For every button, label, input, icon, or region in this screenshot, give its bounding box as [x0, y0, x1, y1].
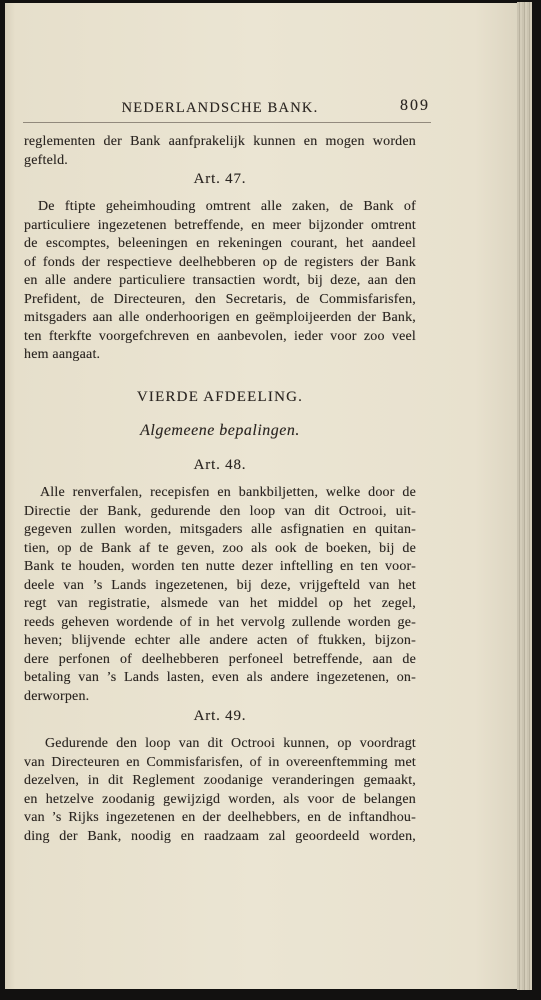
text-line: en alle andere particuliere transactien wordt, bij deze, aan den [24, 273, 416, 289]
text-line: mitsgaders aan alle onderhoorigen en geëmploijeerden der Bank, [24, 310, 416, 326]
text-line: deele van ’s Lands ingezetenen, bij deze, vrijgefteld van het [24, 577, 416, 593]
text-line: betaling van ’s Lands lasten, even als andere ingezetenen, on- [24, 670, 416, 686]
text-line: heven; blijvende echter alle andere acten of ftukken, bijzon- [24, 633, 416, 649]
text-line: van Directeuren en Commisfarisfen, of in overeenftemming met [24, 754, 416, 770]
text-line: gefteld. [24, 152, 68, 168]
text-line: ding der Bank, noodig en raadzaam zal geoordeeld worden, [24, 828, 416, 844]
article-49-paragraph [24, 735, 416, 846]
text-line: de escomptes, beleeningen en rekeningen courant, het aandeel [24, 236, 416, 252]
text-line: De ftipte geheimhouding omtrent alle zaken, de Bank of [38, 199, 416, 214]
section-title: VIERDE AFDEELING. [136, 389, 304, 405]
text-line: reeds geheven wordende of in het vervolg zullende worden ge- [24, 614, 416, 630]
text-line: Bank te houden, worden ten nutte dezer inftelling en ten voor- [24, 559, 416, 575]
text-line: Prefident, de Directeuren, den Secretaris, de Commisfarisfen, [24, 291, 416, 307]
section-subtitle: Algemeene bepalingen. [140, 422, 300, 439]
text-line: ten fterkfte voorgefchreven en aanbevolen, ieder voor zoo veel [24, 328, 416, 344]
text-line: van ’s Rijks ingezetenen en der deelhebbers, en de inftandhou- [24, 810, 416, 826]
text-line: particuliere ingezetenen betreffende, en meer bijzonder omtrent [24, 217, 416, 233]
text-line: dere perfonen of deelhebberen perfoneel betreffende, aan de [24, 651, 416, 667]
text-line: tien, op de Bank af te geven, zoo als ook de boeken, bij de [24, 540, 416, 556]
text-line: Gedurende den loop van dit Octrooi kunnen, op voordragt [45, 736, 416, 751]
text-line: of fonds der respectieve deelhebberen op de registers der Bank [24, 254, 416, 270]
running-title: NEDERLANDSCHE BANK. [121, 100, 319, 116]
text-line: reglementen der Bank aanfprakelijk kunnen en mogen worden [24, 134, 416, 149]
text-line: Directie der Bank, gedurende den loop van dit Octrooi, uit- [24, 503, 416, 519]
article-48-paragraph [24, 484, 416, 707]
article-47-heading: Art. 47. [193, 171, 247, 187]
text-line: derworpen. [24, 689, 90, 705]
text-line: hem aangaat. [24, 347, 101, 363]
text-line: Alle renverfalen, recepisfen en bankbiljetten, welke door de [40, 485, 416, 500]
header-rule [23, 122, 431, 123]
article-48-heading: Art. 48. [193, 457, 247, 473]
article-47-paragraph [24, 198, 416, 365]
text-line: dezelven, in dit Reglement zoodanige veranderingen gemaakt, [24, 773, 416, 789]
article-49-heading: Art. 49. [193, 708, 247, 724]
text-line: en hetzelve zoodanig gewijzigd worden, als voor de belangen [24, 791, 416, 807]
text-line: gegeven zullen worden, mitsgaders alle asfignatien en quitan- [24, 522, 416, 538]
continuation-paragraph [24, 133, 416, 170]
page-number: 809 [400, 97, 430, 114]
text-line: regt van registratie, alsmede van het middel op het zegel, [24, 596, 416, 612]
page-stack-edge [517, 2, 532, 990]
